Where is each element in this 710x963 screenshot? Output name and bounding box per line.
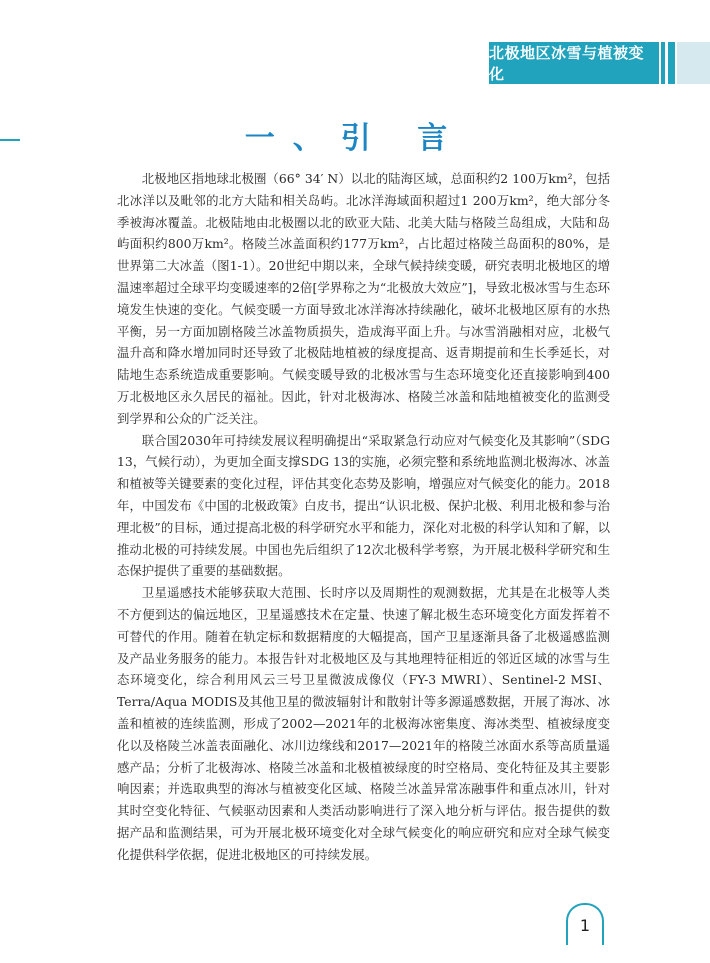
chapter-header (489, 42, 659, 84)
header-stripe (668, 42, 675, 84)
page-number: 1 (566, 903, 604, 945)
chapter-label: 北极地区冰雪与植被变化 (489, 44, 645, 83)
header-stripe (677, 42, 710, 84)
paragraph: 卫星遥感技术能够获取大范围、长时序以及周期性的观测数据，尤其是在北极等人类不方便到达的偏远地区，卫星遥感技术在定量、快速了解北极生态环境变化方面发挥着不可替代的作用。随着在轨定标和数据精度的大幅提高，国产卫星逐渐具备了北极遥感监测及产品业务服务的能力。本报告针对北极地区及与其地理特征相近的邻近区域的冰雪与生态环境变化，综合利用风云三号卫星微波成像仪（FY-3 MWRI）、Sentinel-2 MSI、Terra/Aqua MODIS及其他卫星的微波辐射计和散射计等多源遥感数据，开展了海冰、冰盖和植被的连续监测，形成了2002—2021年的北极海冰密集度、海冰类型、植被绿度变化以及格陵兰冰盖表面融化、冰川边缘线和2017—2021年的格陵兰冰面水系等高质量遥感产品；分析了北极海冰、格陵兰冰盖和北极植被绿度的时空格局、变化特征及其主要影响因素；并选取典型的海冰与植被变化区域、格陵兰冰盖异常冻融事件和重点冰川，针对其时空变化特征、气候驱动因素和人类活动影响进行了深入地分析与评估。报告提供的数据产品和监测结果，可为开展北极环境变化对全球气候变化的响应研究和应对全球气候变化提供科学依据，促进北极地区的可持续发展。 (117, 585, 610, 862)
page-title: 一、引 言 (244, 121, 466, 156)
header-stripe (661, 42, 665, 84)
paragraph: 联合国2030年可持续发展议程明确提出“采取紧急行动应对气候变化及其影响”（SDG 13，气候行动），为更加全面支撑SDG 13的实施，必须完整和系统地监测北极海冰、冰盖和植被等关键要素的变化过程，评估其变化态势及影响，增强应对气候变化的能力。2018年，中国发布《中国的北极政策》白皮书，提出“认识北极、保护北极、利用北极和参与治理北极”的目标，通过提高北极的科学研究水平和能力，深化对北极的科学认知和了解，以推动北极的可持续发展。中国也先后组织了12次北极科学考察，为开展北极科学研究和生态保护提供了重要的基础数据。 (117, 432, 610, 579)
body-text (117, 168, 610, 866)
paragraph: 北极地区指地球北极圈（66° 34′ N）以北的陆海区域，总面积约2 100万km²，包括北冰洋以及毗邻的北方大陆和相关岛屿。北冰洋海域面积超过1 200万km²，绝大部分冬季被海冰覆盖。北极陆地由北极圈以北的欧亚大陆、北美大陆与格陵兰岛组成，大陆和岛屿面积约800万km²。格陵兰冰盖面积约177万km²，占比超过格陵兰岛面积的80%，是世界第二大冰盖（图1-1）。20世纪中期以来，全球气候持续变暖，研究表明北极地区的增温速率超过全球平均变暖速率的2倍[学界称之为“北极放大效应”]，导致北极冰雪与生态环境发生快速的变化。气候变暖一方面导致北冰洋海冰持续融化，破坏北极地区原有的水热平衡，另一方面加剧格陵兰冰盖物质损失，造成海平面上升。与冰雪消融相对应，北极气温升高和降水增加同时还导致了北极陆地植被的绿度提高、返青期提前和生长季延长，对陆地生态系统造成重要影响。气候变暖导致的北极冰雪与生态环境变化还直接影响到400万北极地区永久居民的福祉。因此，针对北极海冰、格陵兰冰盖和陆地植被变化的监测受到学界和公众的广泛关注。 (117, 171, 610, 426)
